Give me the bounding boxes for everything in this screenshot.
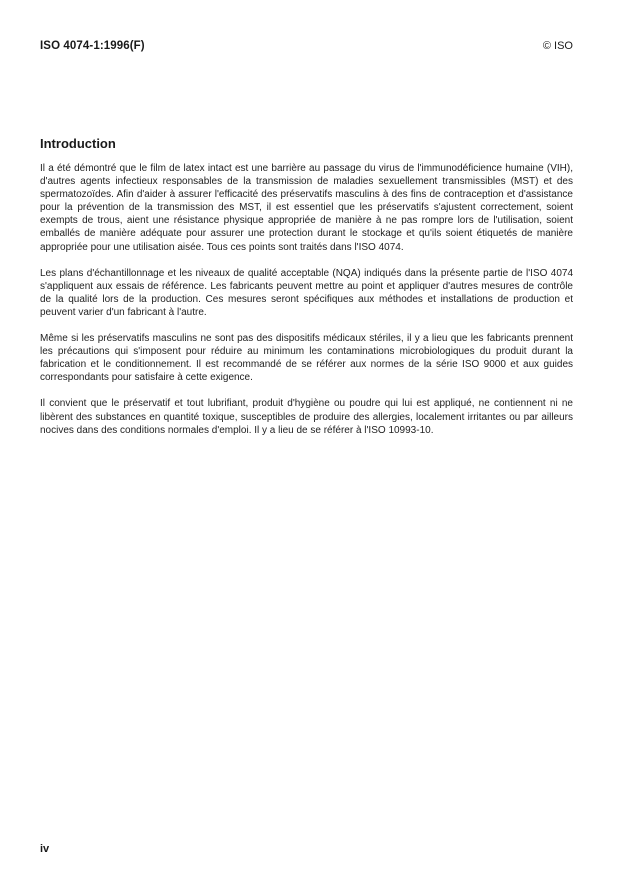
page-number: iv	[40, 843, 50, 855]
introduction-body	[40, 162, 573, 450]
paragraph-2: Les plans d'échantillonnage et les niveaux de qualité acceptable (NQA) indiqués dans la présente partie de l'ISO 4074 s'appliquent aux essais de référence. Les fabricants peuvent mettre au point et appliquer d'autres mesures de contrôle de la qualité lors de la production. Ces mesures seront spécifiques aux méthodes et installations de production et peuvent varier d'un fabricant à l'autre.	[40, 267, 573, 318]
copyright-notice: © ISO	[542, 40, 573, 52]
paragraph-4: Il convient que le préservatif et tout lubrifiant, produit d'hygiène ou poudre qui lui est appliqué, ne contiennent ni ne libèrent des substances en quantité toxique, susceptibles de produire des allergies, localement irritantes ou par ailleurs nocives dans des conditions normales d'emploi. Il y a lieu de se référer à l'ISO 10993-10.	[40, 398, 573, 436]
section-title: Introduction	[40, 136, 116, 151]
document-id: ISO 4074-1:1996(F)	[40, 40, 145, 52]
paragraph-3: Même si les préservatifs masculins ne sont pas des dispositifs médicaux stériles, il y a lieu que les fabricants prennent les précautions qui s'imposent pour réduire au minimum les contaminations microbiologiques du produit durant la fabrication et le conditionnement. Il est recommandé de se référer aux normes de la série ISO 9000 et aux guides correspondants pour satisfaire à cette exigence.	[40, 333, 573, 384]
paragraph-1: Il a été démontré que le film de latex intact est une barrière au passage du virus de l'immunodéficience humaine (VIH), d'autres agents infectieux responsables de la transmission de maladies sexuellement transmissibles (MST) et des spermatozoïdes. Afin d'aider à assurer l'efficacité des préservatifs masculins à des fins de contraception et d'assistance pour la prévention de la transmission des MST, il est essentiel que les préservatifs s'ajustent correctement, soient exempts de trous, aient une résistance physique appropriée de manière à ne pas rompre lors de l'utilisation, soient emballés de manière adéquate pour assurer une protection durant le stockage et qu'ils soient étiquetés de manière appropriée pour une utilisation aisée. Tous ces points sont traités dans l'ISO 4074.	[40, 163, 573, 253]
